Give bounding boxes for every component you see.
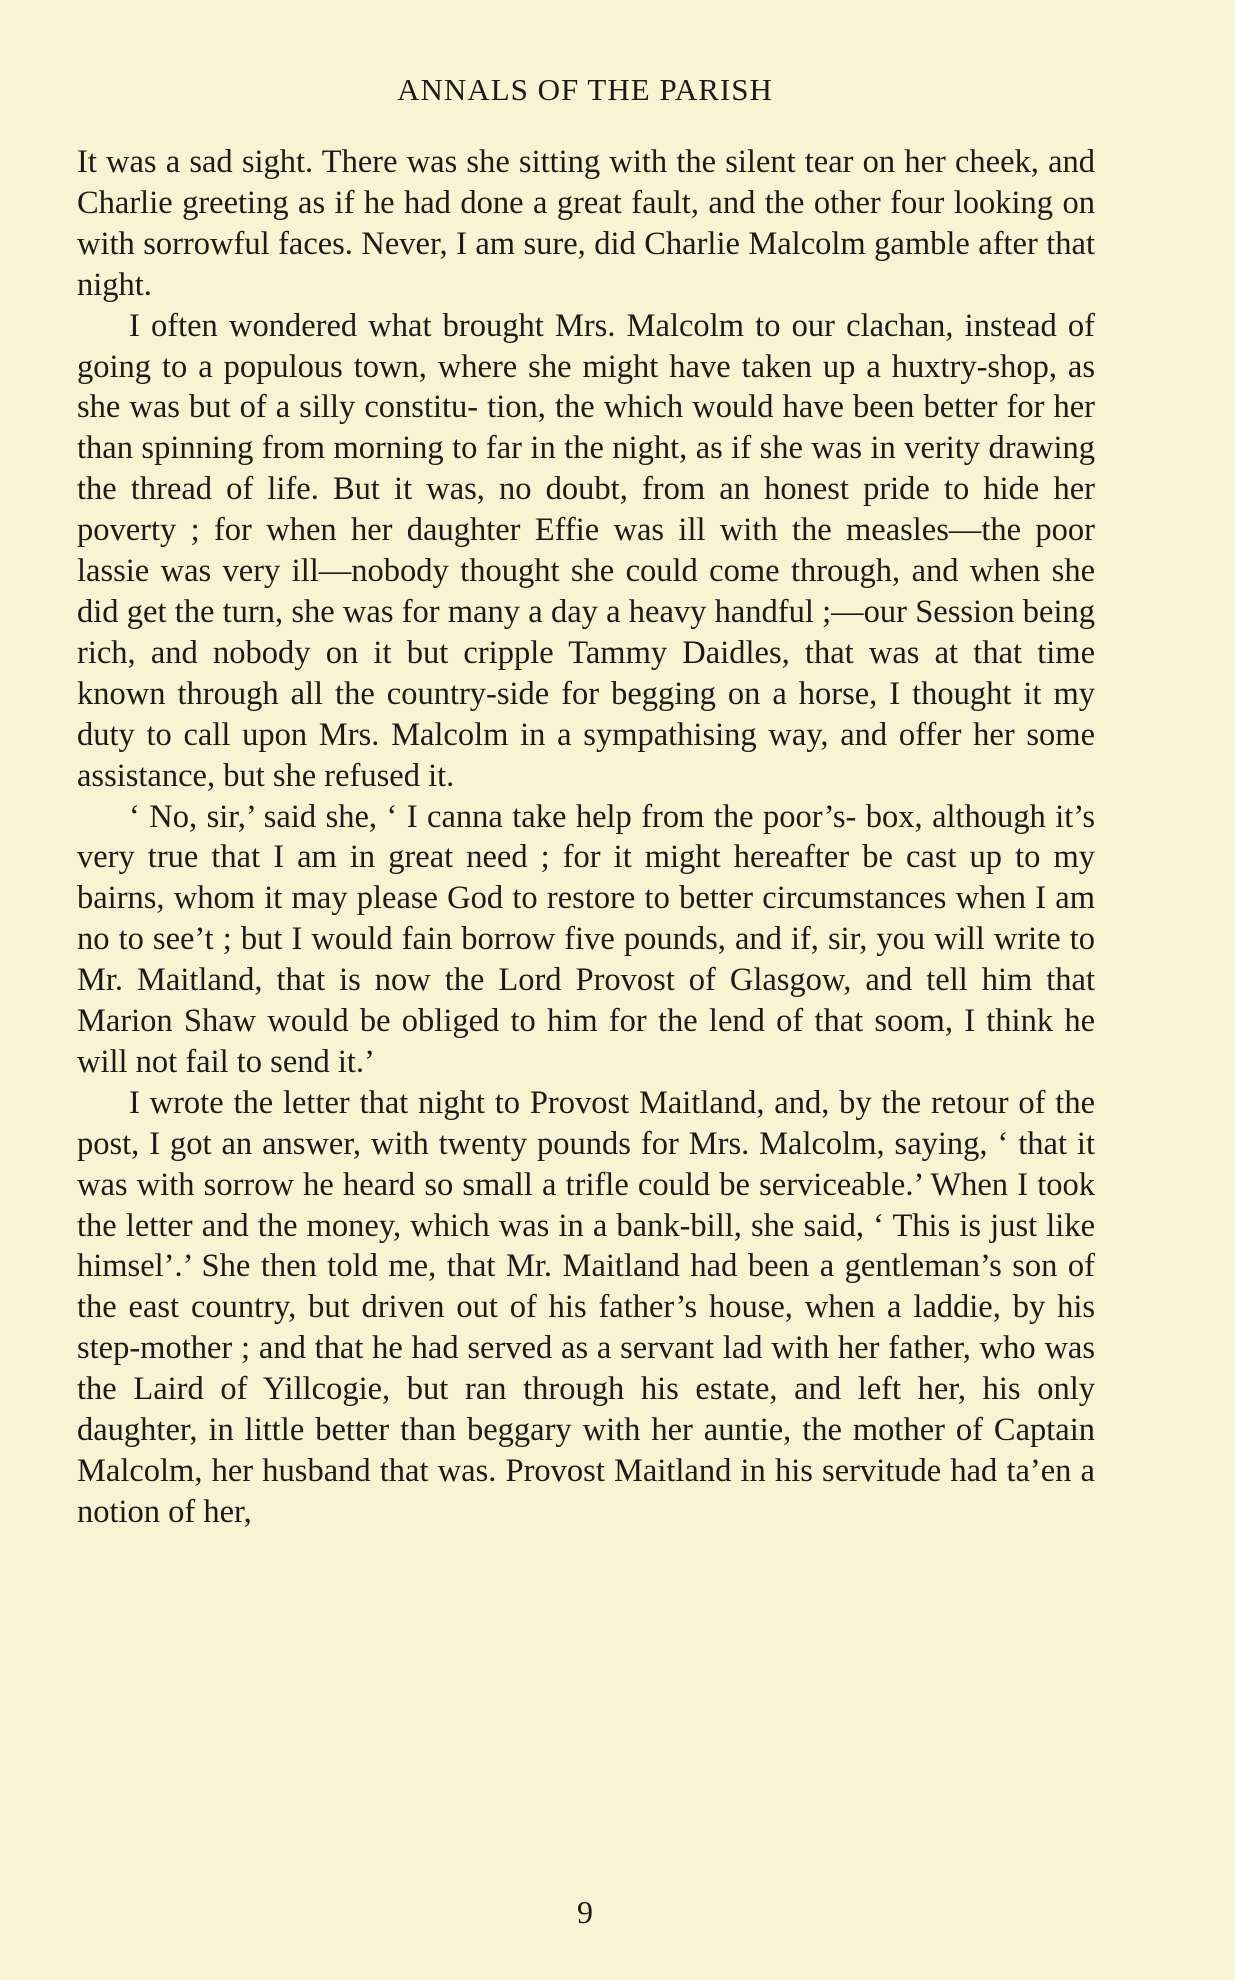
page-number: 9	[577, 1894, 593, 1930]
running-title: ANNALS OF THE PARISH	[397, 72, 773, 107]
paragraph-1: It was a sad sight. There was she sitting with the silent tear on her cheek, and Charlie greeting as if he had done a great fault, and the other four looking on with sorrowful faces. Never, I am sure, did Charlie Malcolm gamble after that night.	[77, 144, 1095, 303]
paragraph-2: I often wondered what brought Mrs. Malcolm to our clachan, instead of going to a populous town, where she might have taken up a huxtry-shop, as she was but of a silly constitu- tion, the which would have been better for her than spinning from morning to far in the night, as if she was in verity drawing the thread of life. But it was, no doubt, from an honest pride to hide her poverty ; for when her daughter Effie was ill with the measles—the poor lassie was very ill—nobody thought she could come through, and when she did get the turn, she was for many a day a heavy handful ;—our Session being rich, and nobody on it but cripple Tammy Daidles, that was at that time known through all the country-side for begging on a horse, I thought it my duty to call upon Mrs. Malcolm in a sympathising way, and offer her some assistance, but she refused it.	[77, 307, 1095, 794]
paragraph-4: I wrote the letter that night to Provost Maitland, and, by the retour of the post, I got an answer, with twenty pounds for Mrs. Malcolm, saying, ‘ that it was with sorrow he heard so small a trifle could be serviceable.’ When I took the letter and the money, which was in a bank-bill, she said, ‘ This is just like himsel’.’ She then told me, that Mr. Maitland had been a gentleman’s son of the east country, but driven out of his father’s house, when a laddie, by his step-mother ; and that he had served as a servant lad with her father, who was the Laird of Yillcogie, but ran through his estate, and left her, his only daughter, in little better than beggary with her auntie, the mother of Captain Malcolm, her husband that was. Provost Maitland in his servitude had ta’en a notion of her,	[77, 1084, 1095, 1530]
body-text	[77, 142, 1095, 1533]
paragraph-3: ‘ No, sir,’ said she, ‘ I canna take help from the poor’s- box, although it’s very true that I am in great need ; for it might hereafter be cast up to my bairns, whom it may please God to restore to better circumstances when I am no to see’t ; but I would fain borrow five pounds, and if, sir, you will write to Mr. Maitland, that is now the Lord Provost of Glasgow, and tell him that Marion Shaw would be obliged to him for the lend of that soom, I think he will not fail to send it.’	[77, 798, 1095, 1080]
